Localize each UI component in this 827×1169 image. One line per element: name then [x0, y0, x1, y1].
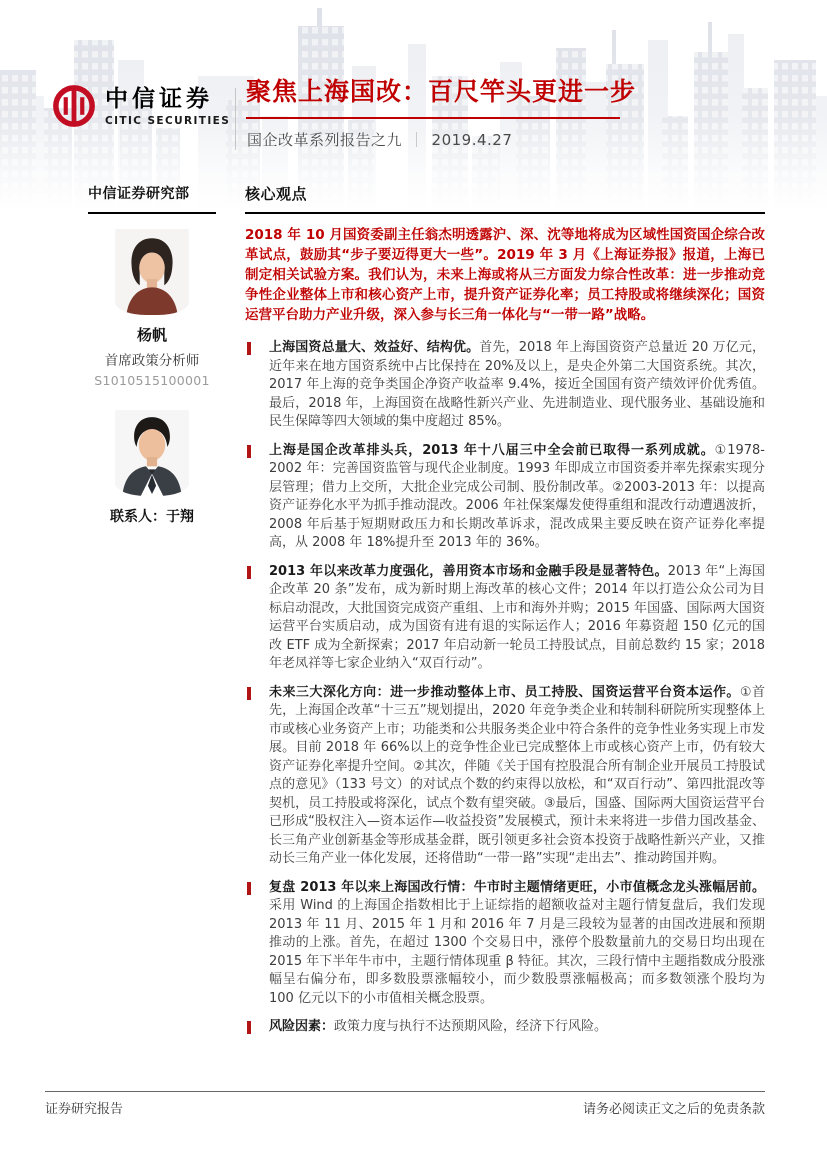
bullet-body: ①1978-2002 年：完善国资监管与现代企业制度。1993 年即成立市国资委并率先探索实现分层管理；借力上交所，大批企业完成公司制、股份制改革。②2003-2013 年：以提高资产证券化水平为抓手推动混改。2006 年社保案爆发使得重组和混改行动遭遇波折，2008 年后基于短期财政压力和长期改革诉求，混改成果主要反映在资产证券化率提高，从 2008 年 18%提升至 2013 年的 36%。: [269, 442, 765, 550]
subtitle-separator: ｜: [409, 131, 425, 149]
bullet-item-3: [245, 563, 765, 674]
brand-name-cn: 中信证券: [105, 86, 213, 112]
bullet-body: 2013 年“上海国企改革 20 条”发布，成为新时期上海改革的核心文件；2014 年以打造公众公司为目标启动混改，大批国资完成资产重组、上市和海外并购；2015 年国盛、国际两大国资运营平台实质启动，成为国资有进有退的实际运作人；2016 年募资超 150 亿元的国改 ETF 成为全新探索；2017 年启动新一轮员工持股试点，目前总数约 15 家；2018 年老凤祥等七家企业纳入“双百行动”。: [269, 563, 765, 671]
analyst-sidebar: [88, 183, 216, 526]
bullet-marker-icon: [247, 882, 251, 895]
bullet-lead: 上海国资总量大、效益好、结构优。: [269, 340, 480, 355]
summary-paragraph: 2018 年 10 月国资委副主任翁杰明透露沪、深、沈等地将成为区域性国资国企综合改革试点，鼓励其“步子要迈得更大一些”。2019 年 3 月《上海证券报》报道，上海已制定相关试验方案。我们认为，未来上海或将从三方面发力综合性改革：进一步推动竞争性企业整体上市和核心资产上市，提升资产证券化率；员工持股或将继续深化；国资运营平台助力产业升级，深入参与长三角一体化与“一带一路”战略。: [245, 227, 765, 323]
section-heading: 核心观点: [245, 183, 765, 214]
footer-disclaimer: 请务必阅读正文之后的免责条款: [582, 1102, 765, 1117]
bullet-marker-icon: [247, 566, 251, 579]
bullet-lead: 风险因素：: [269, 1019, 335, 1034]
bullet-body: 采用 Wind 的上海国企指数相比于上证综指的超额收益对主题行情复盘后，我们发现 2013 年 11 月、2015 年 1 月和 2016 年 7 月是三段较为显著的由国改进展和预期推动的上涨。首先，在超过 1300 个交易日中，涨停个股数量前九的交易日均出现在 2015 年下半年牛市中，主题行情体现重 β 特征。其次，三段行情中主题指数成分股涨幅呈右偏分布，即多数股票涨幅较小，而少数股票涨幅极高；而多数领涨个股均为 100 亿元以下的小市值相关概念股票。: [269, 898, 765, 1006]
analyst-name: 杨帆: [136, 326, 167, 344]
bullet-item-1: [245, 339, 765, 432]
bullet-body: ①首先，上海国企改革“十三五”规划提出，2020 年竞争类企业和转制科研院所实现整体上市或核心业务资产上市；功能类和公共服务类企业中符合条件的竞争性业务实现上市发展。目前 2018 年 66%以上的竞争性企业已完成整体上市或核心资产上市，仍有较大资产证券化率提升空间。②其次，伴随《关于国有控股混合所有制企业开展员工持股试点的意见》（133 号文）的对试点个数的约束得以放松，和“双百行动”、第四批混改等契机，员工持股或将深化，试点个数有望突破。③最后，国盛、国际两大国资运营平台已形成“股权注入—资本运作—收益投资”发展模式，预计未来将进一步借力国改基金、长三角产业创新基金等形成基金群，既引领更多社会资本投资于战略性新兴产业，又推动长三角产业一体化发展，还将借助“一带一路”实现“走出去”、推动跨国并购。: [269, 684, 765, 866]
footer-divider: [45, 1091, 765, 1092]
footer-left-label: 证券研究报告: [45, 1102, 124, 1117]
bullet-marker-icon: [247, 445, 251, 458]
bullet-marker-icon: [247, 687, 251, 700]
report-subtitle: [247, 129, 512, 150]
brand-text: [105, 85, 230, 127]
title-underline: [246, 117, 620, 119]
bullet-lead: 2013 年以来改革力度强化，善用资本市场和金融手段是显著特色。: [269, 563, 668, 579]
header-divider: [235, 88, 236, 150]
bullet-list: [245, 339, 765, 1037]
bullet-lead: 未来三大深化方向：进一步推动整体上市、员工持股、国资运营平台资本运作。: [269, 684, 740, 700]
contact-portrait-male: [115, 410, 189, 496]
contact-photo: [115, 410, 189, 496]
bullet-lead: 上海是国企改革排头兵，2013 年十八届三中全会前已取得一系列成就。: [269, 442, 715, 458]
report-date: 2019.4.27: [431, 131, 513, 149]
contact-name: 联系人：于翔: [110, 509, 194, 525]
page-title: 聚焦上海国改：百尺竿头更进一步: [246, 77, 637, 106]
citic-logo-icon: [52, 84, 96, 128]
brand-block: [52, 84, 230, 128]
bullet-lead: 复盘 2013 年以来上海国改行情：牛市时主题情绪更旺，小市值概念龙头涨幅居前。: [269, 879, 765, 895]
bullet-item-5: [245, 879, 765, 1009]
page-footer: [45, 1098, 765, 1117]
bullet-body: 首先，2018 年上海国资资产总量近 20 万亿元，近年来在地方国资系统中占比保持在 20%及以上，是央企外第二大国资系统。其次，2017 年上海的竞争类国企净资产收益率 9.4%，接近全国国有资产绩效评价优秀值。最后，2018 年，上海国资在战略性新兴产业、先进制造业、现代服务业、基础设施和民生保障等四大领域的集中度超过 85%。: [269, 340, 765, 429]
brand-name-en: CITIC SECURITIES: [105, 115, 231, 127]
bullet-item-6: [245, 1018, 765, 1037]
bullet-body: 政策力度与执行不达预期风险，经济下行风险。: [334, 1019, 608, 1034]
bullet-marker-icon: [247, 1021, 251, 1034]
analyst-photo: [115, 229, 189, 315]
core-viewpoints-section: [245, 183, 765, 1047]
analyst-portrait-female: [115, 229, 189, 315]
bullet-item-4: [245, 684, 765, 869]
series-label: 国企改革系列报告之九: [247, 131, 403, 149]
analyst-license-code: S1010515100001: [94, 373, 210, 388]
analyst-role: 首席政策分析师: [104, 353, 200, 369]
bullet-marker-icon: [247, 342, 251, 355]
bullet-item-2: [245, 442, 765, 553]
department-heading: 中信证券研究部: [88, 183, 216, 214]
